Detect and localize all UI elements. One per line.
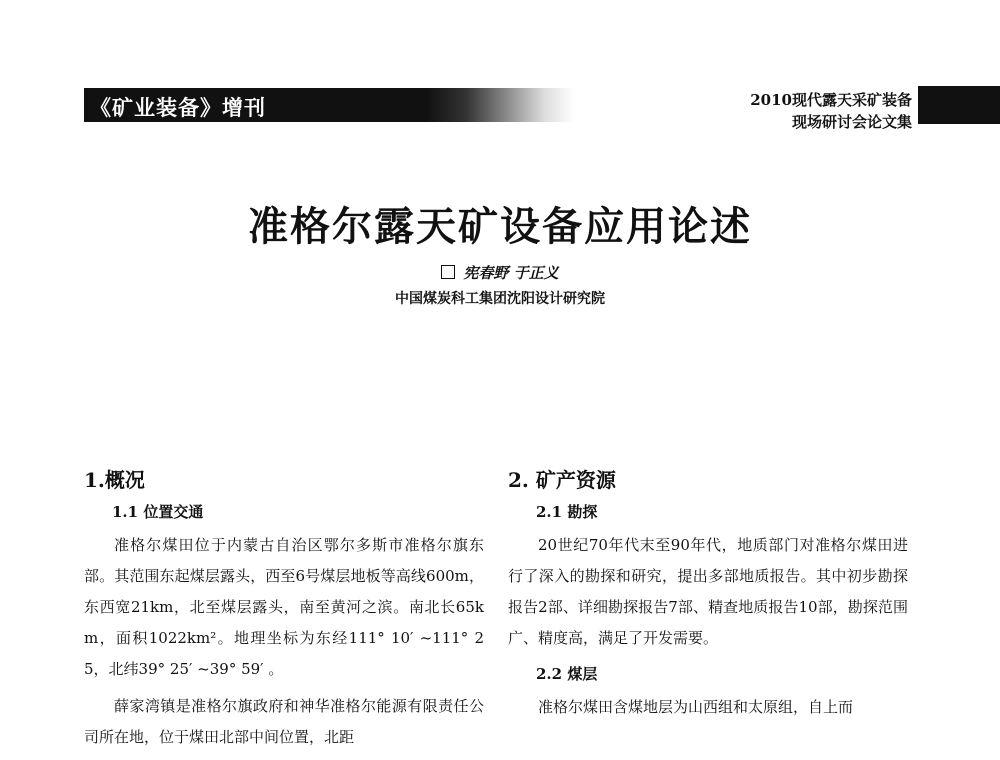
conference-line-2: 现场研讨会论文集 bbox=[791, 113, 912, 131]
section-1-1-paragraph-1: 准格尔煤田位于内蒙古自治区鄂尔多斯市准格尔旗东部。其范围东起煤层露头，西至6号煤层地板等高线600m，东西宽21km，北至煤层露头，南至黄河之滨。南北长65km，面积1022km²。地理坐标为东经111° 10′ ~111° 25，北纬39° 25′ ~39° 59′ 。 bbox=[84, 536, 484, 678]
conference-name bbox=[750, 89, 912, 133]
authors-line bbox=[0, 262, 1000, 283]
header-right-bar bbox=[918, 86, 1000, 124]
section-2-1-paragraph: 20世纪70年代末至90年代，地质部门对准格尔煤田进行了深入的勘探和研究，提出多部地质报告。其中初步勘探报告2部、详细勘探报告7部、精查地质报告10部，勘探范围广、精度高，满足了开发需要。 bbox=[508, 536, 908, 647]
affiliation: 中国煤炭科工集团沈阳设计研究院 bbox=[395, 291, 605, 307]
right-column bbox=[508, 466, 908, 727]
section-2-heading: 2. 矿产资源 bbox=[508, 468, 616, 492]
section-2-1-heading: 2.1 勘探 bbox=[536, 503, 598, 521]
journal-name: 《矿业装备》增刊 bbox=[90, 95, 266, 120]
section-1-1-heading: 1.1 位置交通 bbox=[112, 503, 204, 521]
conference-line-1: 2010现代露天采矿装备 bbox=[750, 91, 912, 109]
left-column bbox=[84, 466, 484, 757]
author-box-icon bbox=[441, 265, 455, 279]
authors: 宪春野 于正义 bbox=[463, 264, 559, 282]
section-2-2-paragraph: 准格尔煤田含煤地层为山西组和太原组，自上而 bbox=[538, 698, 854, 716]
section-1-1-paragraph-2: 薛家湾镇是准格尔旗政府和神华准格尔能源有限责任公司所在地，位于煤田北部中间位置，北距 bbox=[84, 697, 484, 746]
paper-title: 准格尔露天矿设备应用论述 bbox=[248, 203, 752, 250]
section-1-heading: 1.概况 bbox=[84, 468, 145, 492]
section-2-2-heading: 2.2 煤层 bbox=[536, 665, 598, 683]
